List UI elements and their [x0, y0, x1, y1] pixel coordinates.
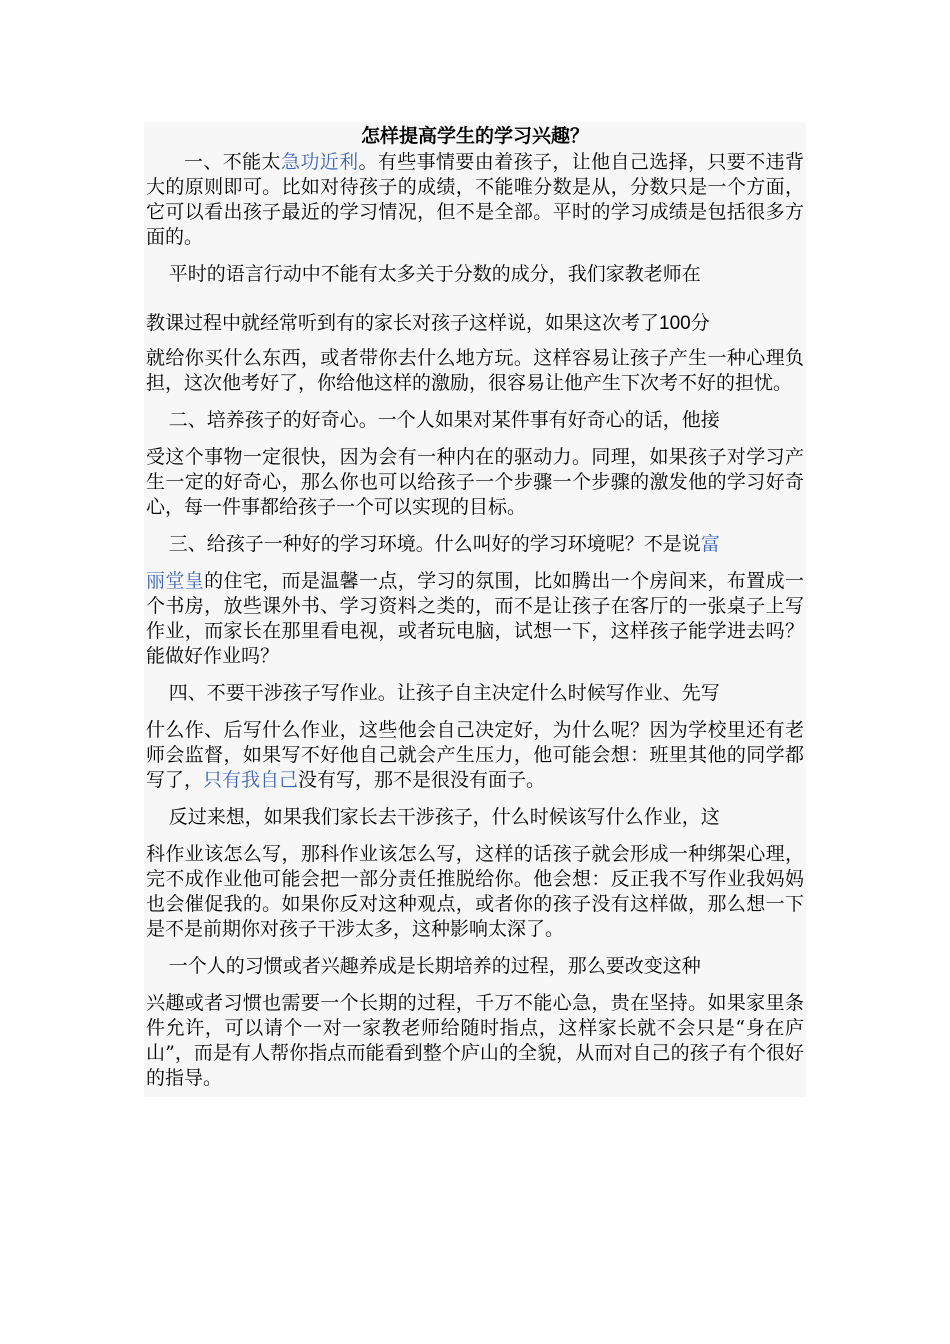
document-page: [144, 122, 806, 1097]
paragraph-2-text-b: 分: [690, 312, 710, 334]
paragraph-4-body-text: 的住宅，而是温馨一点，学习的氛围，比如腾出一个房间来，布置成一个书房，放些课外书、学习资料之类的，而不是让孩子在客厅的一张桌子上写作业，而家长在那里看电视，或者玩电脑，试想一下，这样孩子能学进去吗？能做好作业吗？: [146, 570, 804, 667]
document-title: 怎样提高学生的学习兴趣？: [360, 125, 589, 147]
link-zhi-you-wo-zi-ji[interactable]: 只有我自己: [203, 769, 299, 791]
paragraph-2-text-a: 教课过程中就经常听到有的家长对孩子这样说，如果这次考了: [146, 312, 660, 334]
paragraph-5-body-text-b: 没有写，那不是很没有面子。: [298, 769, 546, 791]
paragraph-2-score: 100: [659, 313, 691, 334]
paragraph-7-body: 兴趣或者习惯也需要一个长期的过程，千万不能心急，贵在坚持。如果家里条件允许，可以请个一对一家教老师给随时指点，这样家长就不会只是“身在庐山”，而是有人帮你指点而能看到整个庐山的全貌，从而对自己的孩子有个很好的指导。: [146, 992, 804, 1089]
paragraph-1-prefix: 一、不能太: [184, 151, 281, 173]
paragraph-6-lead: 反过来想，如果我们家长去干涉孩子，什么时候该写什么作业，这: [168, 806, 720, 828]
paragraph-5-body-text-a: 什么作、后写什么作业，这些他会自己决定好，为什么呢？因为学校里还有老师会监督，如果写不好他自己就会产生压力，他可能会想：班里其他的同学都写了，: [146, 719, 804, 791]
paragraph-6-body: 科作业该怎么写，那科作业该怎么写，这样的话孩子就会形成一种绑架心理，完不成作业他可能会把一部分责任推脱给你。他会想：反正我不写作业我妈妈也会催促我的。如果你反对这种观点，或者你的孩子没有这样做，那么想一下是不是前期你对孩子干涉太多，这种影响太深了。: [146, 843, 804, 940]
paragraph-7-lead: 一个人的习惯或者兴趣养成是长期培养的过程，那么要改变这种: [168, 955, 701, 977]
paragraph-2-lead: 平时的语言行动中不能有太多关于分数的成分，我们家教老师在: [168, 263, 701, 285]
paragraph-5-lead: 四、不要干涉孩子写作业。让孩子自主决定什么时候写作业、先写: [168, 682, 720, 704]
paragraph-3-lead: 二、培养孩子的好奇心。一个人如果对某件事有好奇心的话，他接: [168, 409, 720, 431]
paragraph-2-body: 就给你买什么东西，或者带你去什么地方玩。这样容易让孩子产生一种心理负担，这次他考好了，你给他这样的激励，很容易让他产生下次考不好的担忧。: [146, 347, 804, 394]
link-fu-li-tang-huang-part2[interactable]: 丽堂皇: [146, 570, 205, 592]
paragraph-1: [146, 150, 804, 250]
paragraph-5-body: [146, 718, 804, 793]
paragraph-4-body: [146, 569, 804, 669]
link-ji-gong-jin-li[interactable]: 急功近利: [280, 151, 359, 173]
link-fu-li-tang-huang-part1[interactable]: 富: [700, 533, 720, 555]
paragraph-3-body: 受这个事物一定很快，因为会有一种内在的驱动力。同理，如果孩子对学习产生一定的好奇心，那么你也可以给孩子一个步骤一个步骤的激发他的学习好奇心，每一件事都给孩子一个可以实现的目标。: [146, 446, 804, 518]
paragraph-1-suffix: 。有些事情要由着孩子，让他自己选择，只要不违背大的原则即可。比如对待孩子的成绩，不能唯分数是从，分数只是一个方面，它可以看出孩子最近的学习情况，但不是全部。平时的学习成绩是包括很多方面的。: [146, 151, 804, 248]
paragraph-4-lead-text: 三、给孩子一种好的学习环境。什么叫好的学习环境呢？不是说: [168, 533, 701, 555]
paragraph-2-body-line: [146, 311, 804, 336]
paragraph-4-lead: [146, 532, 804, 557]
